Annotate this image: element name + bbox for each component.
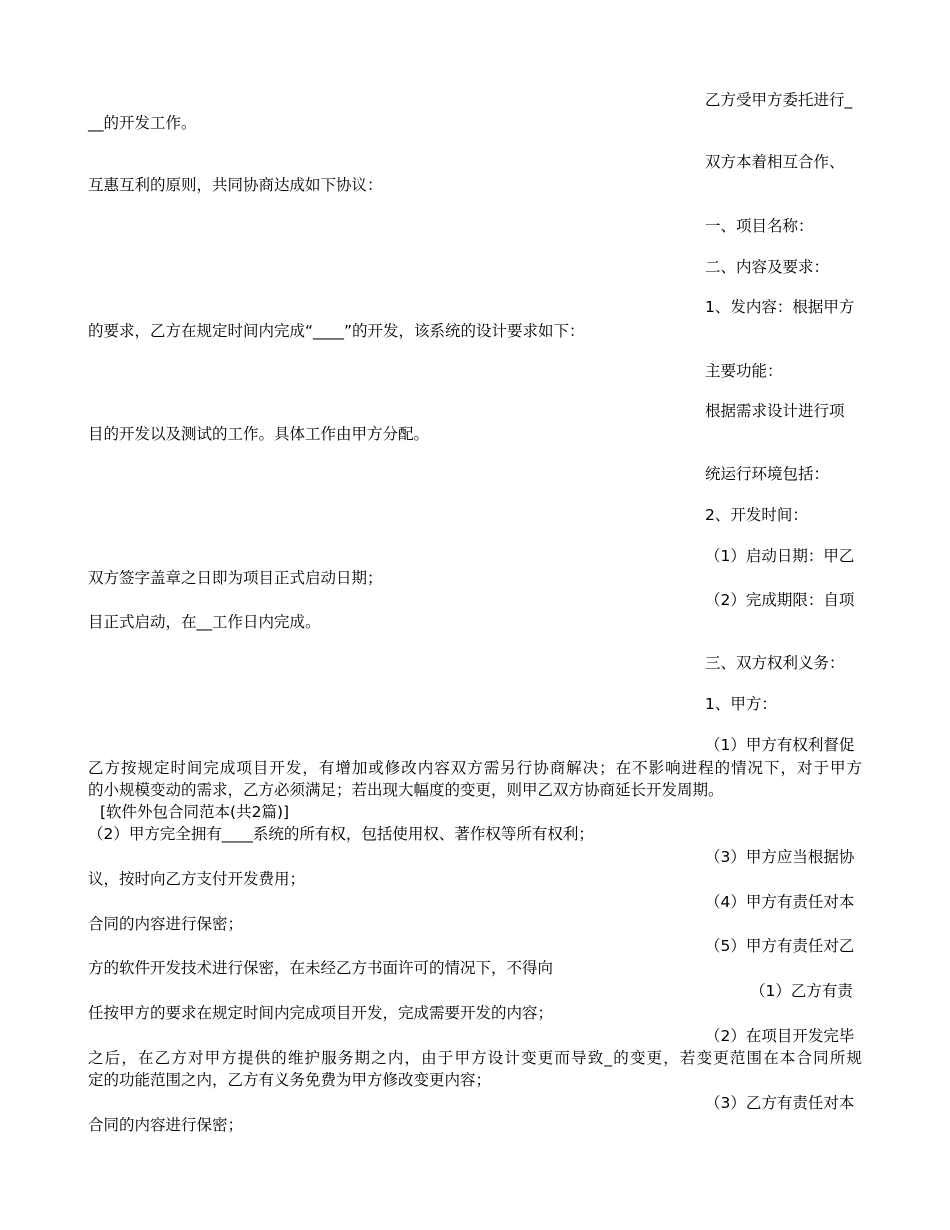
text-line: （2）甲方完全拥有____系统的所有权，包括使用权、著作权等所有权利；	[88, 825, 594, 843]
text-line: 互惠互利的原则，共同协商达成如下协议：	[88, 176, 383, 194]
text-line: 双方签字盖章之日即为项目正式启动日期；	[88, 569, 383, 587]
text-line: 1、发内容：根据甲方	[705, 298, 855, 316]
text-line: 的小规模变动的需求，乙方必须满足；若出现大幅度的变更，则甲乙双方协商延长开发周期。	[88, 781, 724, 799]
text-line: （1）甲方有权利督促	[705, 736, 855, 754]
text-line: 任按甲方的要求在规定时间内完成项目开发，完成需要开发的内容；	[88, 1004, 554, 1022]
text-line: 根据需求设计进行项	[705, 402, 845, 420]
text-line: 议，按时向乙方支付开发费用；	[88, 870, 306, 888]
text-line: 的要求，乙方在规定时间内完成“____”的开发，该系统的设计要求如下：	[88, 322, 585, 340]
text-line: （3）乙方有责任对本	[705, 1094, 855, 1112]
text-line: 合同的内容进行保密；	[88, 1116, 244, 1134]
text-line: 主要功能：	[705, 362, 783, 380]
text-line: 乙方按规定时间完成项目开发，有增加或修改内容双方需另行协商解决；在不影响进程的情况下，对于甲方	[88, 759, 862, 777]
text-line: 目正式启动，在__工作日内完成。	[88, 613, 321, 631]
text-line: 统运行环境包括：	[705, 465, 830, 483]
text-line: 双方本着相互合作、	[705, 153, 845, 171]
text-line: （2）在项目开发完毕	[705, 1027, 855, 1045]
text-line: 方的软件开发技术进行保密，在未经乙方书面许可的情况下，不得向	[88, 959, 554, 977]
text-line: 2、开发时间：	[705, 506, 808, 524]
text-line: 合同的内容进行保密；	[88, 915, 244, 933]
text-line: 乙方受甲方委托进行_	[705, 91, 853, 109]
text-line: 定的功能范围之内，乙方有义务免费为甲方修改变更内容；	[88, 1071, 492, 1089]
text-line: 1、甲方：	[705, 695, 777, 713]
text-line: （2）完成期限：自项	[705, 591, 855, 609]
text-line: （1）乙方有责	[750, 982, 853, 1000]
text-line: 之后，在乙方对甲方提供的维护服务期之内，由于甲方设计变更而导致_的变更，若变更范围在本合同所规	[88, 1049, 862, 1067]
text-line: （5）甲方有责任对乙	[705, 937, 855, 955]
text-line: __的开发工作。	[88, 114, 197, 132]
section-heading: 二、内容及要求：	[705, 258, 830, 276]
document-title-link: [软件外包合同范本(共2篇)]	[100, 803, 290, 821]
text-line: 目的开发以及测试的工作。具体工作由甲方分配。	[88, 425, 430, 443]
section-heading: 三、双方权利义务：	[705, 654, 845, 672]
text-line: （1）启动日期：甲乙	[705, 547, 855, 565]
section-heading: 一、项目名称：	[705, 217, 814, 235]
text-line: （4）甲方有责任对本	[705, 893, 855, 911]
text-line: （3）甲方应当根据协	[705, 848, 855, 866]
